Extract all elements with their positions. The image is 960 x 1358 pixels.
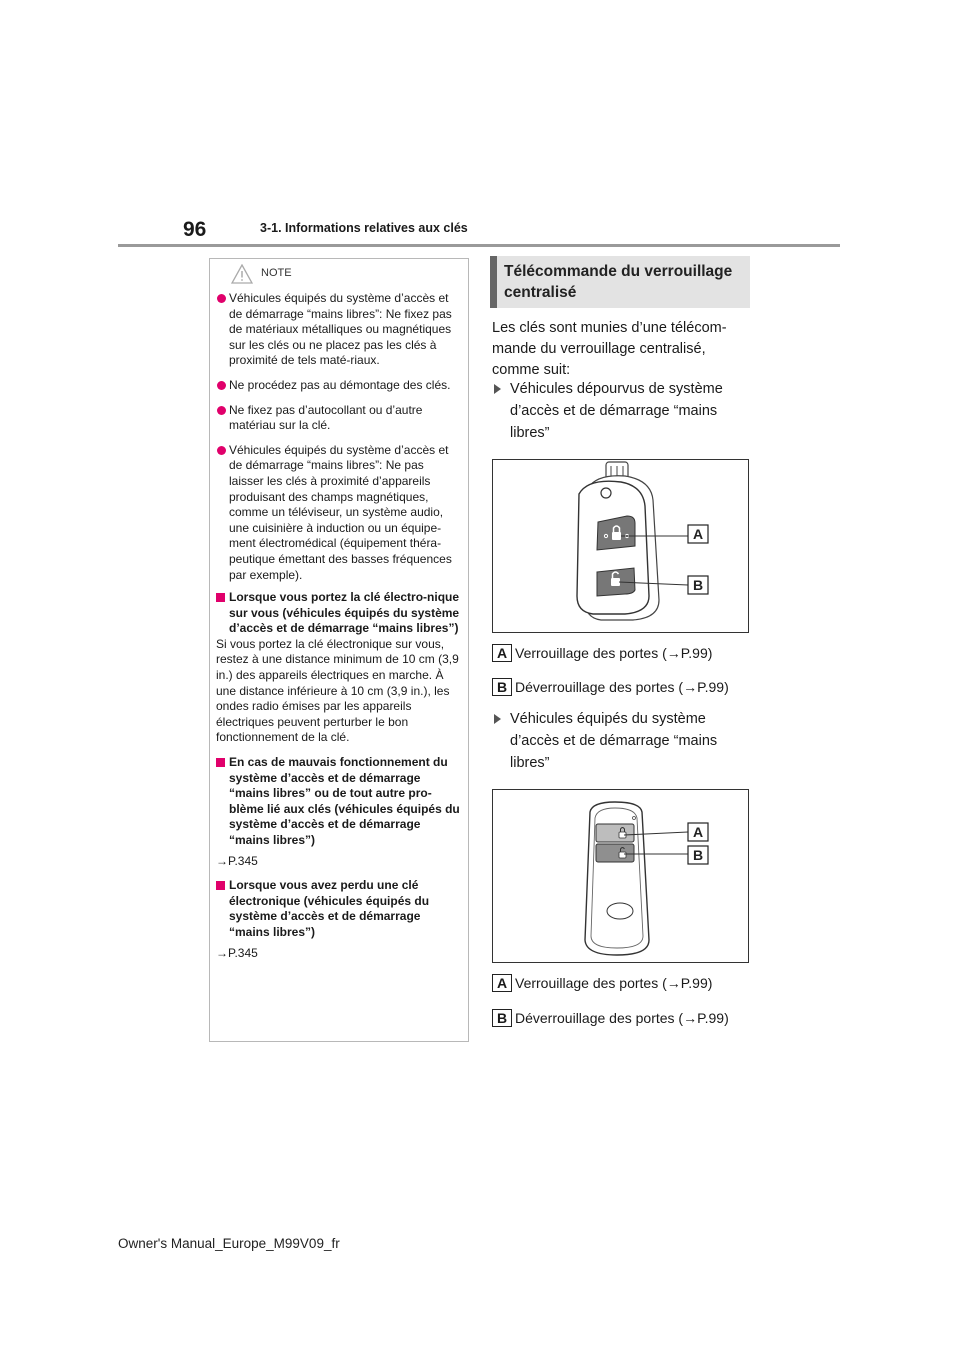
variant-heading — [494, 708, 744, 774]
legend-letter-box: B — [492, 1009, 512, 1027]
footer-text: Owner's Manual_Europe_M99V09_fr — [118, 1236, 340, 1251]
square-bullet-icon — [216, 758, 225, 767]
note-bullet-text: Véhicules équipés du système d’accès et de démarrage “mains libres”: Ne pas laisser les clés à proximité d’appareils produisant des champs magnétiques, comme un téléviseur, un système audio, une cuisinière à induction ou un équipe-ment électromédical (équipement théra-peutique émettant des basses fréquences par exemple). — [229, 442, 452, 582]
section-title: Télécommande du verrouillage centralisé — [504, 263, 733, 301]
legend-letter-box: B — [492, 678, 512, 696]
variant-heading — [494, 378, 744, 444]
folding-key-figure — [492, 459, 749, 633]
note-header — [210, 259, 468, 287]
note-bullet-text: Ne fixez pas d’autocollant ou d’autre matériau sur la clé. — [229, 402, 423, 433]
smart-key-illustration — [493, 790, 748, 962]
bullet-dot-icon — [217, 294, 226, 303]
note-subheading-text: Lorsque vous portez la clé électro-nique sur vous (véhicules équipés du système d’accès et de démarrage “mains libres”) — [229, 590, 460, 636]
legend-text: Déverrouillage des portes (→P.99) — [515, 1010, 729, 1026]
bullet-dot-icon — [217, 381, 226, 390]
note-box — [209, 258, 469, 1042]
page-reference[interactable]: →P.345 — [216, 945, 258, 960]
legend-text: Déverrouillage des portes (→P.99) — [515, 679, 729, 695]
note-paragraph: Si vous portez la clé électronique sur vous, restez à une distance minimum de 10 cm (3,9 in.) des appareils électriques en marche. À une distance inférieure à 10 cm (3,9 in.), les ondes radio émises par les appareils électriques peuvent perturber le bon fonctionnement de la clé. — [216, 636, 459, 745]
square-bullet-icon — [216, 593, 225, 602]
folding-key-illustration — [493, 460, 748, 632]
variant-heading-text: Véhicules dépourvus de système d’accès et de démarrage “mains libres” — [510, 381, 723, 441]
note-bullet — [210, 291, 468, 369]
legend-letter-box: A — [492, 644, 512, 662]
legend-text: Verrouillage des portes (→P.99) — [515, 975, 713, 991]
note-body — [210, 291, 468, 961]
section-header: 3-1. Informations relatives aux clés — [260, 221, 468, 235]
note-subheading — [210, 755, 468, 849]
note-title: NOTE — [261, 267, 292, 279]
bullet-dot-icon — [217, 406, 226, 415]
triangle-bullet-icon — [494, 384, 501, 394]
note-subheading-text: En cas de mauvais fonctionnement du système d’accès et de démarrage “mains libres” ou de tout autre pro-blème lié aux clés (véhicules équipés du système d’accès et de démarrage “mains libres”) — [229, 755, 460, 847]
variant-heading-text: Véhicules équipés du système d’accès et de démarrage “mains libres” — [510, 711, 718, 771]
note-bullet-text: Ne procédez pas au démontage des clés. — [229, 377, 451, 392]
page-reference[interactable]: →P.345 — [216, 853, 258, 868]
title-accent-bar — [490, 256, 497, 308]
header-rule — [118, 244, 840, 247]
smart-key-figure — [492, 789, 749, 963]
note-subheading — [210, 878, 468, 940]
callout-a-label: A — [692, 824, 704, 840]
note-bullet — [210, 378, 468, 394]
legend-letter-box: A — [492, 974, 512, 992]
note-bullet — [210, 403, 468, 434]
callout-b-label: B — [692, 847, 704, 863]
bullet-dot-icon — [217, 446, 226, 455]
warning-triangle-icon — [231, 264, 253, 289]
intro-paragraph: Les clés sont munies d’une télécom-mande du verrouillage centralisé, comme suit: — [492, 320, 727, 378]
legend-text: Verrouillage des portes (→P.99) — [515, 645, 713, 661]
note-bullet-text: Véhicules équipés du système d’accès et de démarrage “mains libres”: Ne fixez pas de matériaux métalliques ou magnétiques sur les clés ou ne placez pas les clés à proximité de tels maté-riaux. — [229, 291, 452, 368]
note-subheading — [210, 590, 468, 637]
page-number: 96 — [183, 218, 207, 241]
callout-b-label: B — [692, 577, 704, 593]
square-bullet-icon — [216, 881, 225, 890]
note-bullet — [210, 443, 468, 583]
callout-a-label: A — [692, 526, 704, 542]
section-title-bar — [490, 256, 750, 308]
note-subheading-text: Lorsque vous avez perdu une clé électronique (véhicules équipés du système d’accès et de démarrage “mains libres”) — [229, 878, 430, 939]
triangle-bullet-icon — [494, 714, 501, 724]
